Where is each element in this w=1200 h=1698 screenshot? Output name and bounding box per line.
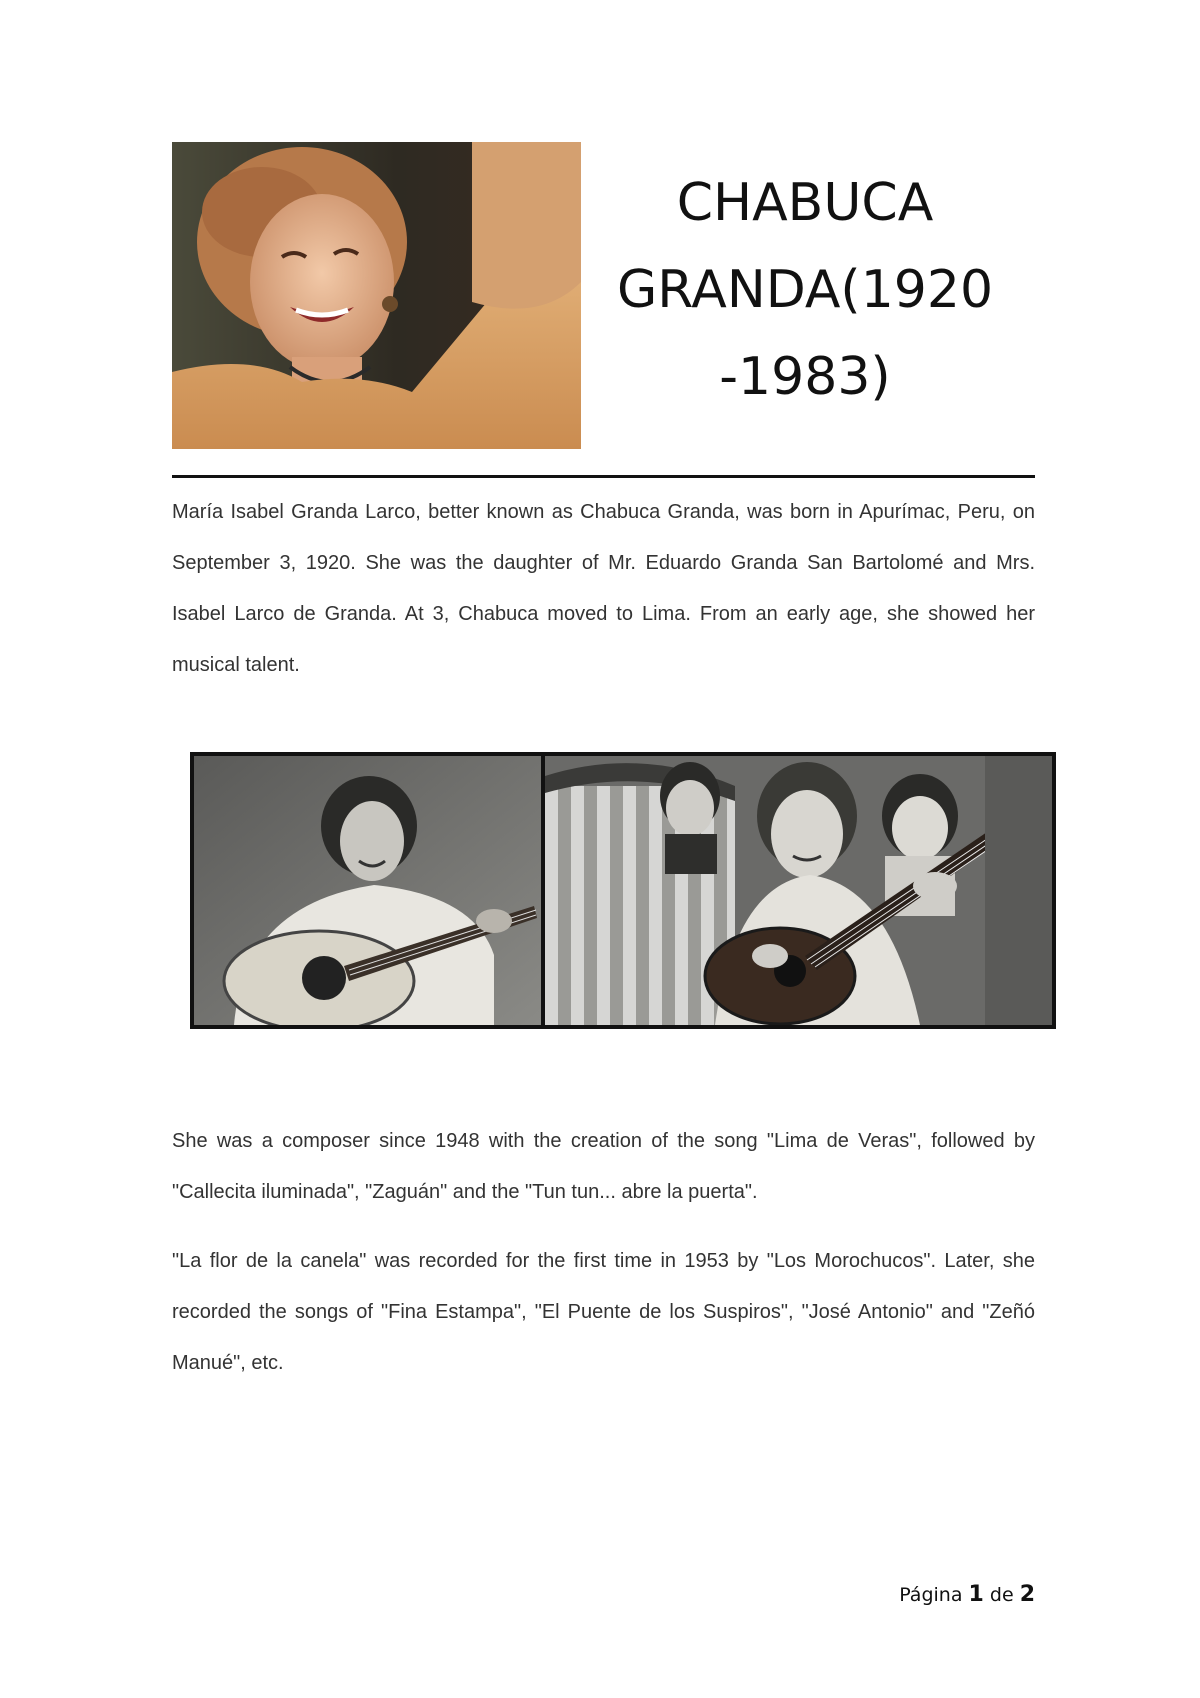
composer-paragraph: She was a composer since 1948 with the creation of the song "Lima de Veras", followed by "Callecita iluminada", "Zaguán" and the "Tun tun... abre la puerta".: [172, 1130, 1035, 1203]
recordings-paragraph: "La flor de la canela" was recorded for the first time in 1953 by "Los Morochucos". Later, she recorded the songs of "Fina Estampa", "El Puente de los Suspiros", "José Antonio" and "Zeñó Manué", etc.: [172, 1250, 1035, 1374]
portrait-image: [172, 142, 581, 449]
title-line-3: -1983): [719, 347, 891, 407]
guitar-photo-right: [545, 756, 1052, 1025]
portrait-photo: [172, 142, 581, 449]
title-line-1: CHABUCA: [676, 173, 934, 233]
guitar-photo-left: [194, 756, 541, 1025]
page-number-total: 2: [1019, 1582, 1035, 1607]
intro-paragraph: María Isabel Granda Larco, better known as Chabuca Granda, was born in Apurímac, Peru, on September 3, 1920. She was the daughter of Mr. Eduardo Granda San Bartolomé and Mrs. Isabel Larco de Granda. At 3, Chabuca moved to Lima. From an early age, she showed her musical talent.: [172, 501, 1035, 676]
guitar-photo-left-image: [194, 756, 541, 1025]
guitar-photo-right-image: [545, 756, 1052, 1025]
title-line-2: GRANDA(1920: [616, 260, 994, 320]
page-title: [585, 160, 1025, 421]
page-number-middle: de: [989, 1584, 1014, 1606]
page-number-current: 1: [968, 1582, 984, 1607]
title-divider: [172, 475, 1035, 478]
guitar-photos: [190, 752, 1056, 1029]
page-number: [899, 1582, 1035, 1607]
page-number-prefix: Página: [899, 1584, 963, 1606]
